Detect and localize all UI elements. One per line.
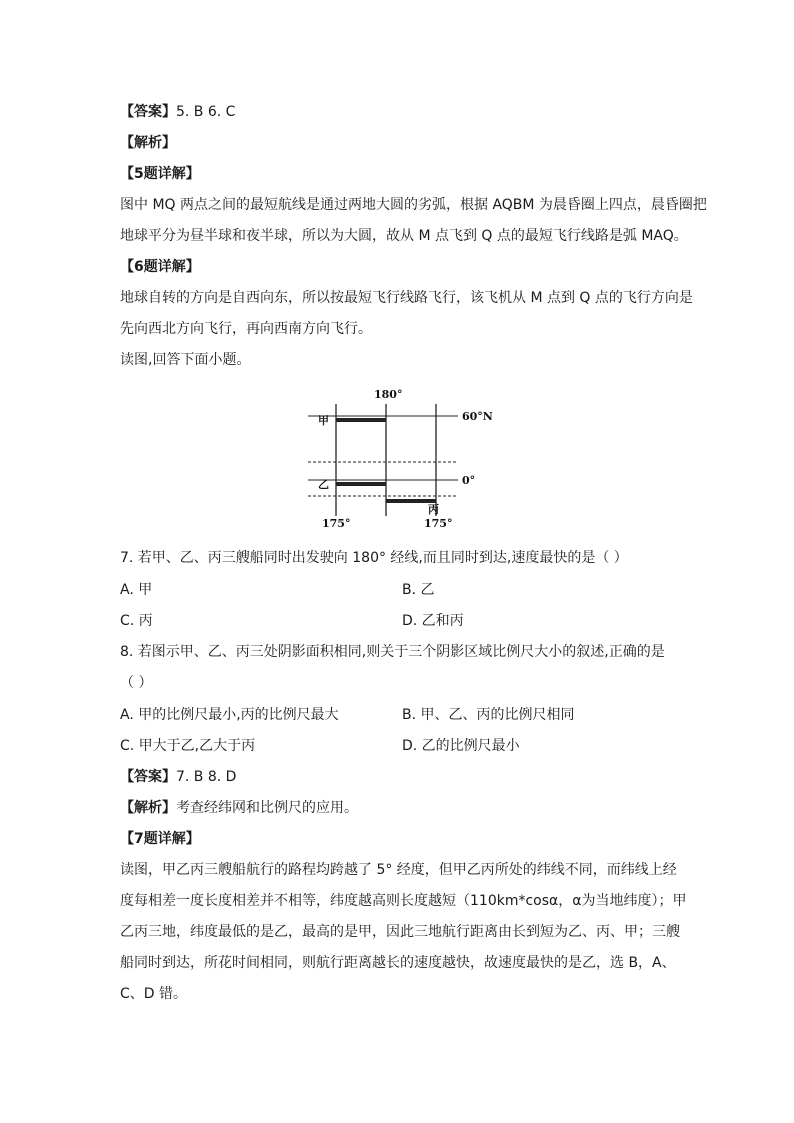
analysis-line-2 — [120, 798, 358, 818]
analysis-text-2: 考查经纬网和比例尺的应用。 — [176, 800, 358, 816]
read-prompt: 读图,回答下面小题。 — [120, 352, 251, 368]
label-lat-equator: 0° — [462, 474, 476, 487]
label-lat-60n: 60°N — [462, 410, 493, 423]
q7-detail-line-1: 读图，甲乙丙三艘船航行的路程均跨越了 5° 经度，但甲乙丙所处的纬线不同，而纬线上经 — [120, 862, 677, 878]
q7-option-c: C. 丙 — [120, 613, 153, 629]
answer-text: 5. B 6. C — [176, 104, 236, 120]
q8-option-c: C. 甲大于乙,乙大于丙 — [120, 738, 256, 754]
answer-tag-2: 【答案】 — [120, 769, 176, 785]
analysis-tag-2: 【解析】 — [120, 800, 176, 816]
route-yi — [336, 482, 386, 486]
q8-option-a: A. 甲的比例尺最小,丙的比例尺最大 — [120, 707, 339, 723]
lat-lon-figure — [300, 382, 500, 532]
q7-detail-heading: 【7题详解】 — [120, 831, 200, 847]
q7-option-a: A. 甲 — [120, 582, 153, 598]
q6-detail-line-2: 先向西北方向飞行，再向西南方向飞行。 — [120, 321, 372, 337]
q7-detail-line-5: C、D 错。 — [120, 986, 188, 1002]
label-lon-top: 180° — [374, 388, 403, 401]
label-bing: 丙 — [428, 503, 439, 516]
q8-option-b: B. 甲、乙、丙的比例尺相同 — [402, 707, 575, 723]
answer-text-2: 7. B 8. D — [176, 769, 237, 785]
label-yi: 乙 — [318, 478, 329, 491]
q8-option-d: D. 乙的比例尺最小 — [402, 738, 520, 754]
q7-detail-line-2: 度每相差一度长度相差并不相等，纬度越高则长度越短（110km*cosα，α为当地纬度）；甲 — [120, 893, 687, 909]
label-lon-bottom-left: 175° — [322, 517, 351, 530]
answer-line-2 — [120, 767, 236, 787]
q7-stem: 7. 若甲、乙、丙三艘船同时出发驶向 180° 经线,而且同时到达,速度最快的是（ ） — [120, 550, 628, 566]
q7-detail-line-3: 乙丙三地，纬度最低的是乙，最高的是甲，因此三地航行距离由长到短为乙、丙、甲；三艘 — [120, 924, 680, 940]
q7-option-b: B. 乙 — [402, 582, 435, 598]
answer-tag: 【答案】 — [120, 104, 176, 120]
label-jia: 甲 — [318, 414, 329, 427]
q5-detail-line-1: 图中 MQ 两点之间的最短航线是通过两地大圆的劣弧，根据 AQBM 为晨昏圈上四点，晨昏圈把 — [120, 197, 707, 213]
q5-detail-heading: 【5题详解】 — [120, 166, 200, 182]
q8-stem-cont: （ ） — [120, 675, 153, 691]
route-jia — [336, 418, 386, 422]
q8-stem: 8. 若图示甲、乙、丙三处阴影面积相同,则关于三个阴影区域比例尺大小的叙述,正确的是 — [120, 644, 665, 660]
answer-line-1 — [120, 102, 235, 122]
analysis-heading-1: 【解析】 — [120, 135, 176, 151]
q7-detail-line-4: 船同时到达，所花时间相同，则航行距离越长的速度越快，故速度最快的是乙，选 B，A、 — [120, 955, 676, 971]
q6-detail-heading: 【6题详解】 — [120, 259, 200, 275]
q6-detail-line-1: 地球自转的方向是自西向东，所以按最短飞行线路飞行，该飞机从 M 点到 Q 点的飞行方向是 — [120, 290, 693, 306]
q7-option-d: D. 乙和丙 — [402, 613, 464, 629]
label-lon-bottom-right: 175° — [424, 517, 453, 530]
q5-detail-line-2: 地球平分为昼半球和夜半球，所以为大圆，故从 M 点飞到 Q 点的最短飞行线路是弧 MAQ。 — [120, 228, 688, 244]
